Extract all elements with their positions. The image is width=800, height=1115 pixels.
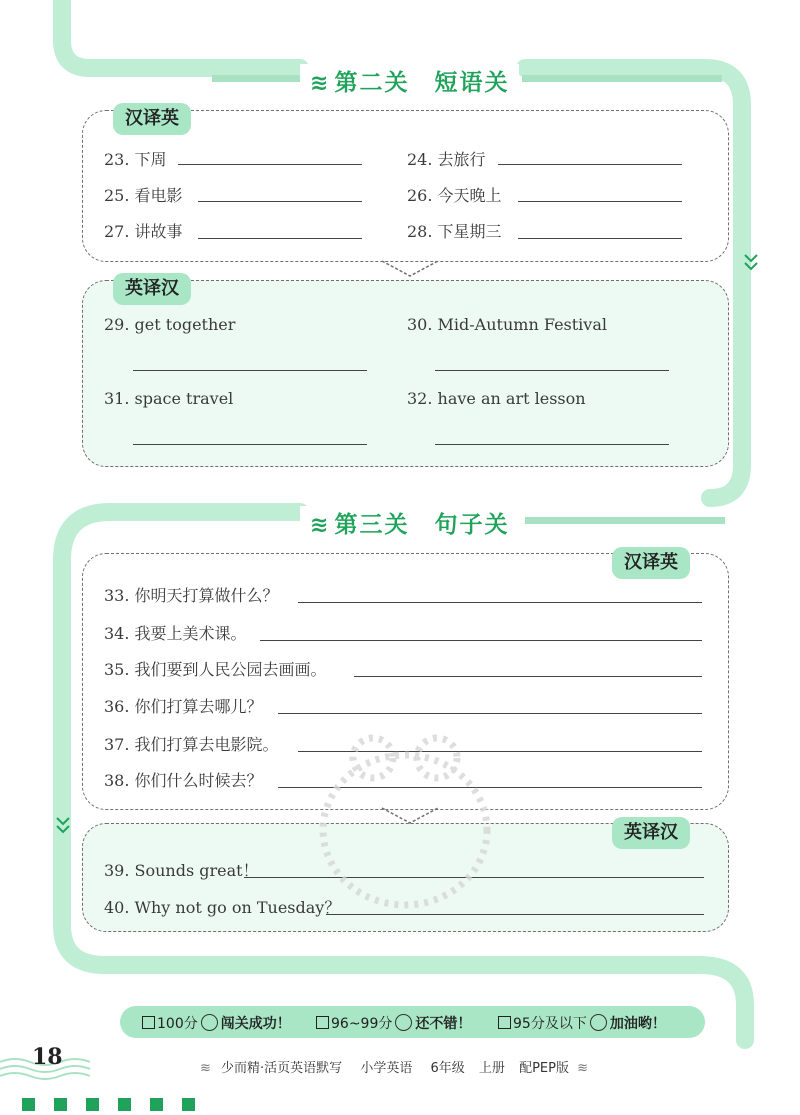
answer-line-23[interactable] — [178, 164, 362, 165]
question-33: 33. 你明天打算做什么？ — [104, 586, 279, 605]
bear-face-icon — [201, 1014, 218, 1031]
decor-square — [22, 1098, 35, 1111]
decor-square — [86, 1098, 99, 1111]
section3-tag-en-cn: 英译汉 — [612, 817, 690, 849]
section2-box-en-cn — [82, 280, 729, 467]
decor-square — [54, 1098, 67, 1111]
question-25: 25. 看电影 — [104, 186, 183, 205]
answer-line-36[interactable] — [278, 713, 702, 714]
footer-subject: 小学英语 — [360, 1061, 413, 1076]
decor-square — [150, 1098, 163, 1111]
waves-icon: ≋ — [310, 513, 331, 538]
checkbox-icon[interactable] — [498, 1016, 511, 1029]
section2-tag-en-cn: 英译汉 — [113, 273, 191, 305]
decor-square — [118, 1098, 131, 1111]
checkbox-icon[interactable] — [142, 1016, 155, 1029]
waves-icon: ≋ — [310, 71, 331, 96]
answer-line-28[interactable] — [518, 238, 682, 239]
question-29: 29. get together — [104, 315, 236, 334]
question-23: 23. 下周 — [104, 150, 167, 169]
answer-line-27[interactable] — [198, 238, 362, 239]
waves-icon: ≋ — [200, 1061, 211, 1076]
decor-square — [182, 1098, 195, 1111]
answer-line-31[interactable] — [133, 444, 367, 445]
question-24: 24. 去旅行 — [407, 150, 486, 169]
question-31: 31. space travel — [104, 389, 234, 408]
answer-line-35[interactable] — [354, 676, 702, 677]
question-38: 38. 你们什么时候去？ — [104, 771, 263, 790]
box-connector — [380, 248, 440, 288]
checkbox-icon[interactable] — [316, 1016, 329, 1029]
question-39: 39. Sounds great！ — [104, 861, 259, 880]
score-tier-2: 96~99分 还不错！ — [316, 1013, 471, 1033]
question-36: 36. 你们打算去哪儿？ — [104, 697, 263, 716]
answer-line-26[interactable] — [518, 201, 682, 202]
footer-book: 少而精·活页英语默写 — [221, 1061, 343, 1076]
question-34: 34. 我要上美术课。 — [104, 624, 247, 643]
question-35: 35. 我们要到人民公园去画画。 — [104, 660, 327, 679]
smiley-face-icon — [395, 1014, 412, 1031]
question-32: 32. have an art lesson — [407, 389, 586, 408]
answer-line-32[interactable] — [435, 444, 669, 445]
score-tier-3: 95分及以下 加油哟！ — [498, 1013, 666, 1033]
answer-line-24[interactable] — [498, 164, 682, 165]
answer-line-29[interactable] — [133, 370, 367, 371]
section3-title: ≋ 第三关 句子关 — [300, 506, 519, 539]
question-27: 27. 讲故事 — [104, 222, 183, 241]
score-bar — [120, 1006, 705, 1038]
question-28: 28. 下星期三 — [407, 222, 502, 241]
question-26: 26. 今天晚上 — [407, 186, 502, 205]
score-tier-1: 100分 闯关成功！ — [142, 1013, 291, 1033]
answer-line-25[interactable] — [198, 201, 362, 202]
page-number: 18 — [32, 1044, 63, 1070]
waves-icon: ≋ — [577, 1061, 589, 1076]
section2-header — [0, 58, 800, 98]
answer-line-33[interactable] — [298, 602, 702, 603]
section3-tag-cn-en: 汉译英 — [612, 547, 690, 579]
footer-info — [200, 1057, 588, 1076]
footer-edition: 配PEP版 — [519, 1061, 569, 1076]
frog-face-icon — [590, 1014, 607, 1031]
section2-title: ≋ 第二关 短语关 — [300, 64, 519, 97]
footer-grade: 6年级 — [430, 1061, 465, 1076]
answer-line-30[interactable] — [435, 370, 669, 371]
question-40: 40. Why not go on Tuesday？ — [104, 898, 341, 917]
footer-volume: 上册 — [478, 1061, 505, 1076]
section2-tag-cn-en: 汉译英 — [113, 103, 191, 135]
answer-line-34[interactable] — [260, 640, 702, 641]
question-37: 37. 我们打算去电影院。 — [104, 735, 279, 754]
section3-header — [0, 500, 800, 540]
cartoon-frog-stamp — [305, 720, 505, 920]
question-30: 30. Mid-Autumn Festival — [407, 315, 607, 334]
